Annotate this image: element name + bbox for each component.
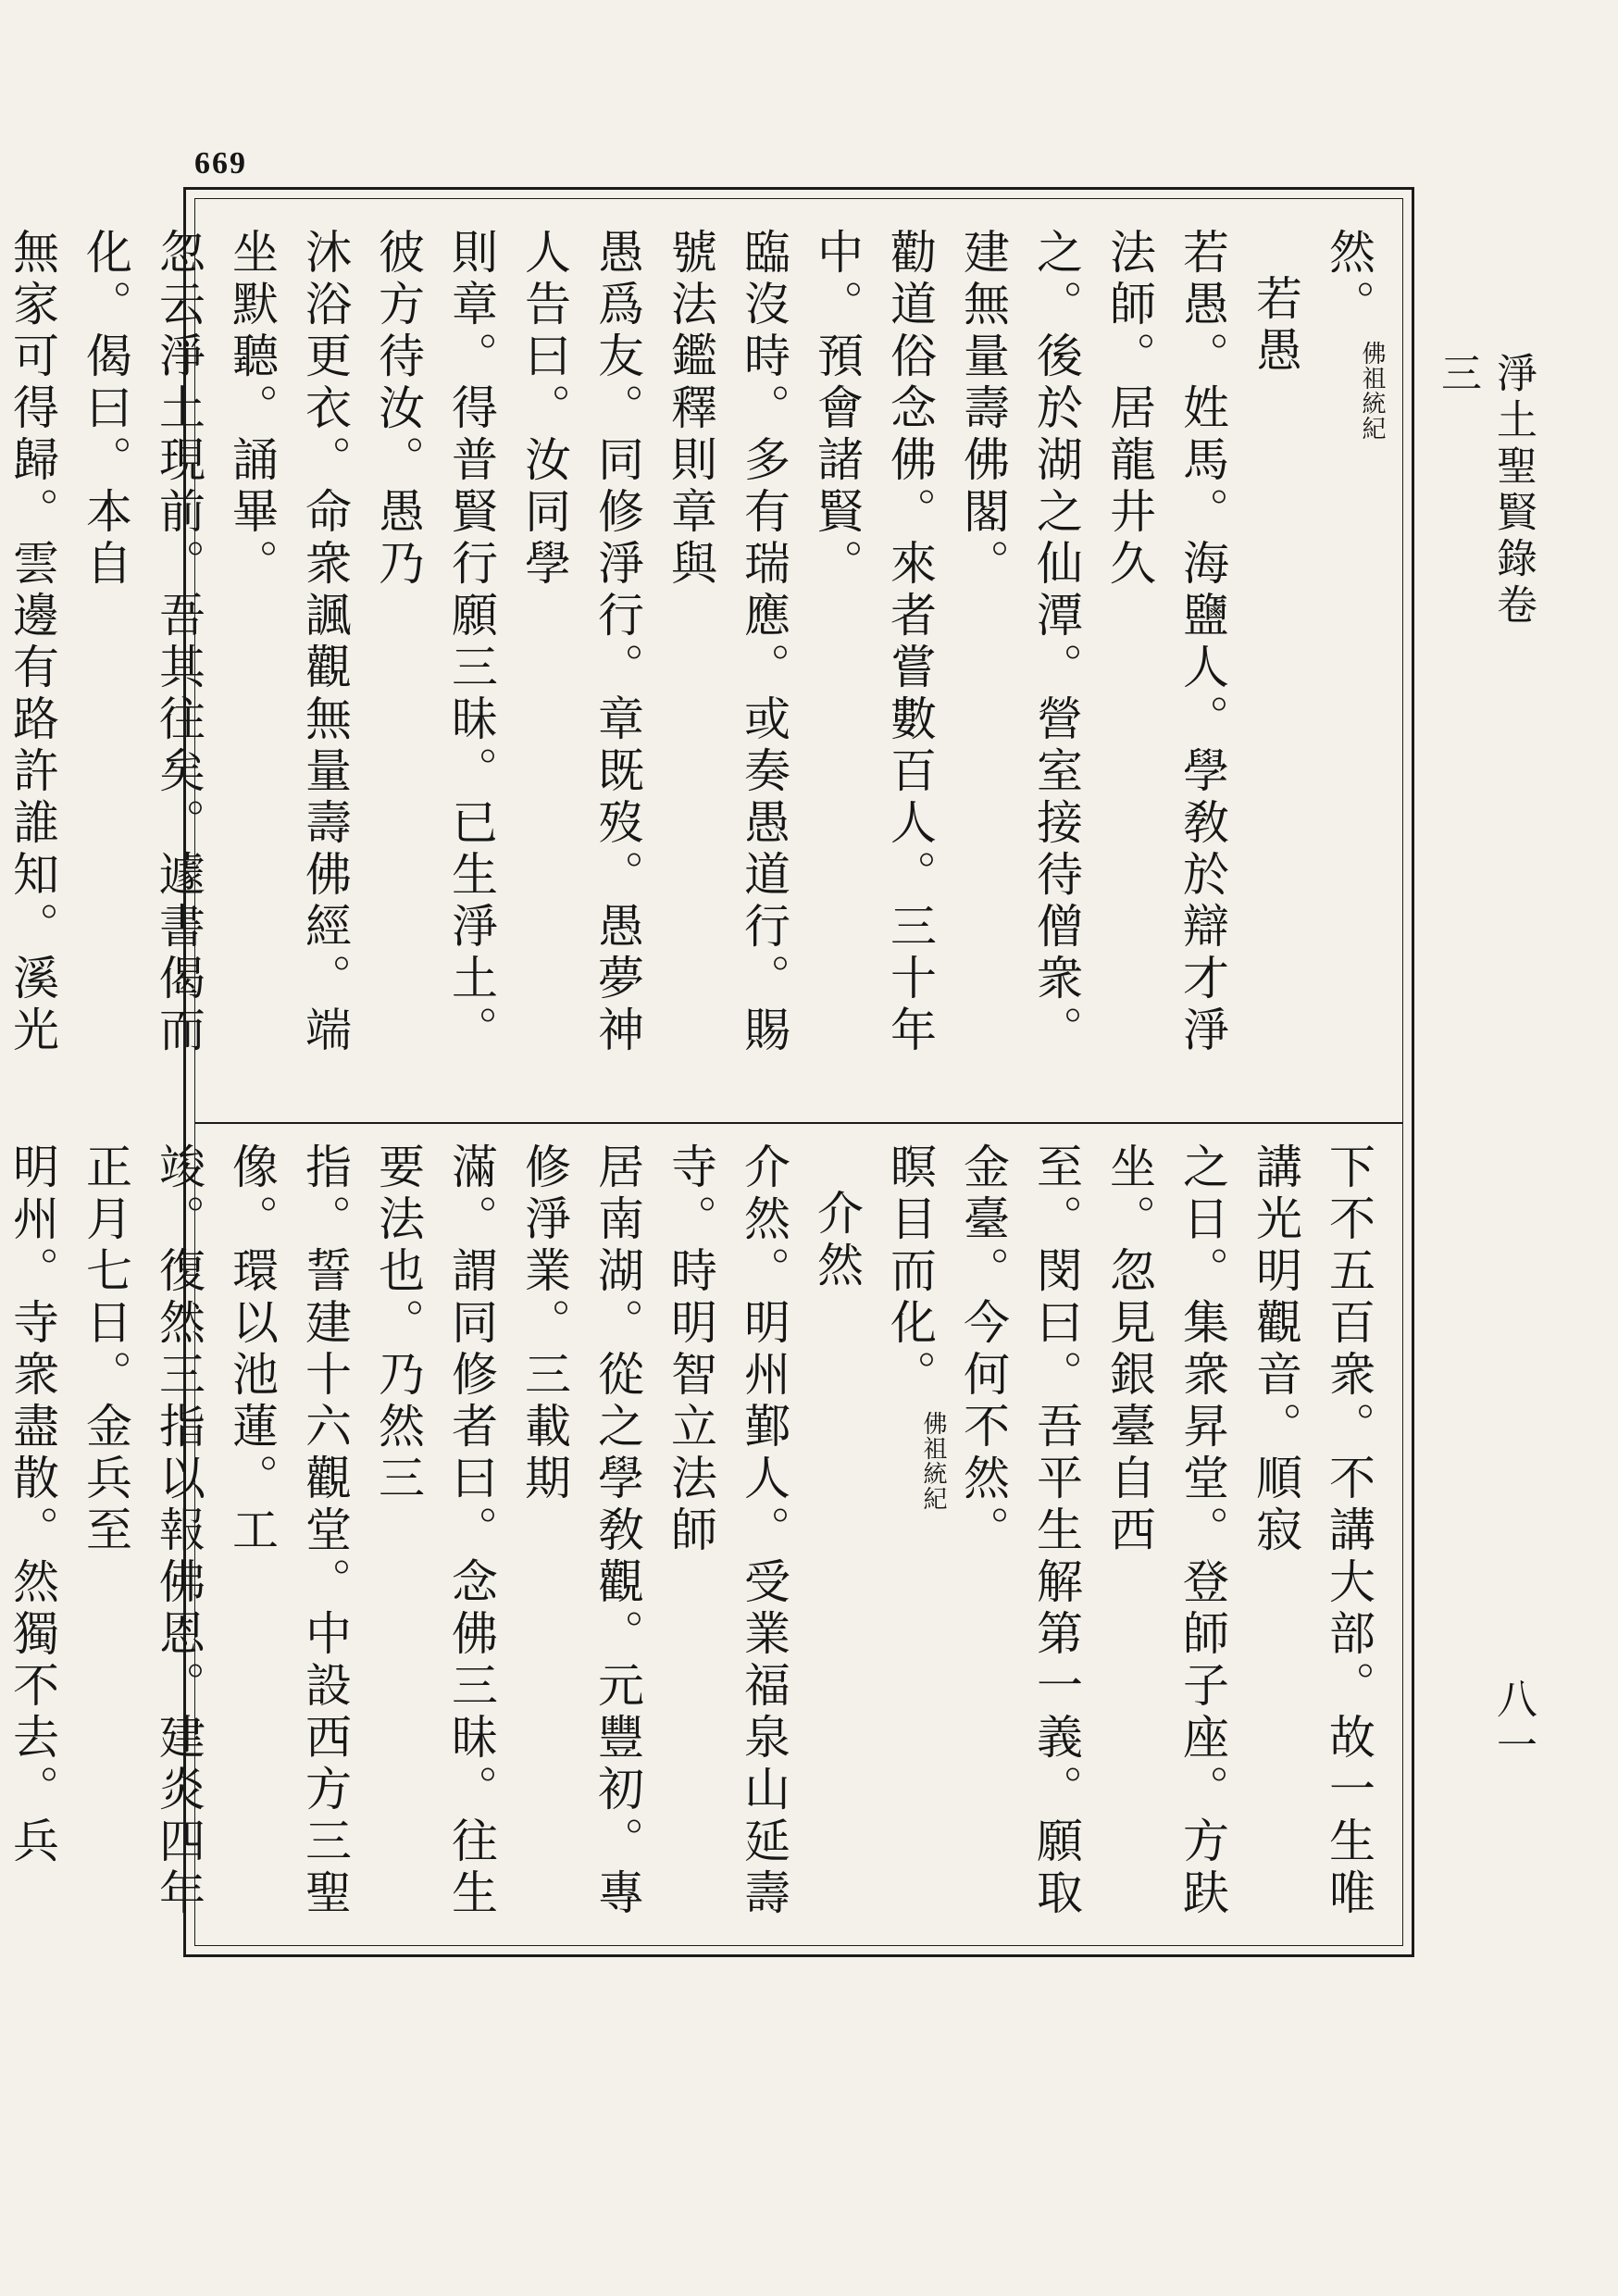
column-text: 無家可得歸。雲邊有路許誰知。溪光	[6, 228, 59, 1057]
column-text: 然。	[1322, 228, 1375, 331]
text-column	[1092, 228, 1238, 1107]
column-text: 至。閔曰。吾平生解第一義。願取金臺。今何不然。	[956, 1142, 1083, 1920]
text-column	[507, 1142, 653, 1931]
text-column	[1092, 1142, 1238, 1931]
text-column	[946, 1142, 1092, 1931]
text-column	[1238, 1142, 1385, 1931]
column-text: 下不五百衆。不講大部。故一生唯講光明觀音。順寂	[1249, 1142, 1375, 1920]
text-column	[507, 228, 653, 1107]
text-column	[361, 228, 507, 1107]
text-column	[68, 1142, 215, 1931]
column-text: 則章。得普賢行願三昧。已生淨土。彼方待汝。愚乃	[371, 228, 498, 1057]
column-text: 竣。復然三指以報佛恩。建炎四年正月七日。金兵至	[79, 1142, 205, 1920]
section-divider	[194, 1122, 1403, 1124]
text-column	[68, 228, 215, 1107]
text-column	[215, 1142, 361, 1931]
column-text: 滿。謂同修者曰。念佛三昧。往生要法也。乃然三	[371, 1142, 498, 1920]
column-text: 明州。寺衆盡散。然獨不去。兵	[6, 1142, 59, 1868]
column-text: 勸道俗念佛。來者嘗數百人。三十年中。預會諸賢。	[810, 228, 937, 1057]
text-column	[653, 1142, 800, 1931]
column-text: 之日。集衆昇堂。登師子座。方趺坐。忽見銀臺自西	[1102, 1142, 1229, 1920]
margin-folio: 八一	[1489, 1678, 1537, 1770]
column-text: 指。誓建十六觀堂。中設西方三聖像。環以池蓮。工	[225, 1142, 352, 1920]
entry-heading	[800, 1142, 873, 1931]
column-text: 忽云淨土現前。吾其往矣。遽書偈而化。偈曰。本自	[79, 228, 205, 1057]
column-text: 若愚	[1249, 274, 1302, 378]
source-note: 佛祖統紀	[919, 1411, 947, 1511]
column-text: 介然	[810, 1189, 864, 1292]
column-text: 愚爲友。同修淨行。章既歿。愚夢神人告曰。汝同學	[517, 228, 644, 1057]
column-text: 介然。明州鄞人。受業福泉山延壽寺。時明智立法師	[664, 1142, 790, 1920]
text-column	[0, 1142, 68, 1931]
column-text: 居南湖。從之學敎觀。元豐初。專修淨業。三載期	[517, 1142, 644, 1920]
text-column	[215, 228, 361, 1107]
column-text: 瞑目而化。	[883, 1142, 937, 1402]
text-column	[653, 228, 800, 1107]
text-column	[873, 1142, 946, 1931]
page-number: 669	[194, 146, 247, 181]
margin-book-title: 淨土聖賢錄卷三	[1434, 352, 1537, 630]
text-column	[0, 228, 68, 1107]
lower-text-block	[6, 1142, 1385, 1931]
source-note: 佛祖統紀	[1358, 341, 1386, 441]
text-column	[361, 1142, 507, 1931]
column-text: 沐浴更衣。命衆諷觀無量壽佛經。端坐默聽。誦畢。	[225, 228, 352, 1057]
upper-text-block	[6, 228, 1386, 1107]
text-column	[946, 228, 1092, 1107]
entry-heading	[1238, 228, 1312, 1107]
text-column	[1312, 228, 1385, 1107]
column-text: 之。後於湖之仙潭。營室接待僧衆。建無量壽佛閣。	[956, 228, 1083, 1057]
text-column	[800, 228, 946, 1107]
column-text: 臨沒時。多有瑞應。或奏愚道行。賜號法鑑釋則章與	[664, 228, 790, 1057]
column-text: 若愚。姓馬。海鹽人。學敎於辯才淨法師。居龍井久	[1102, 228, 1229, 1057]
